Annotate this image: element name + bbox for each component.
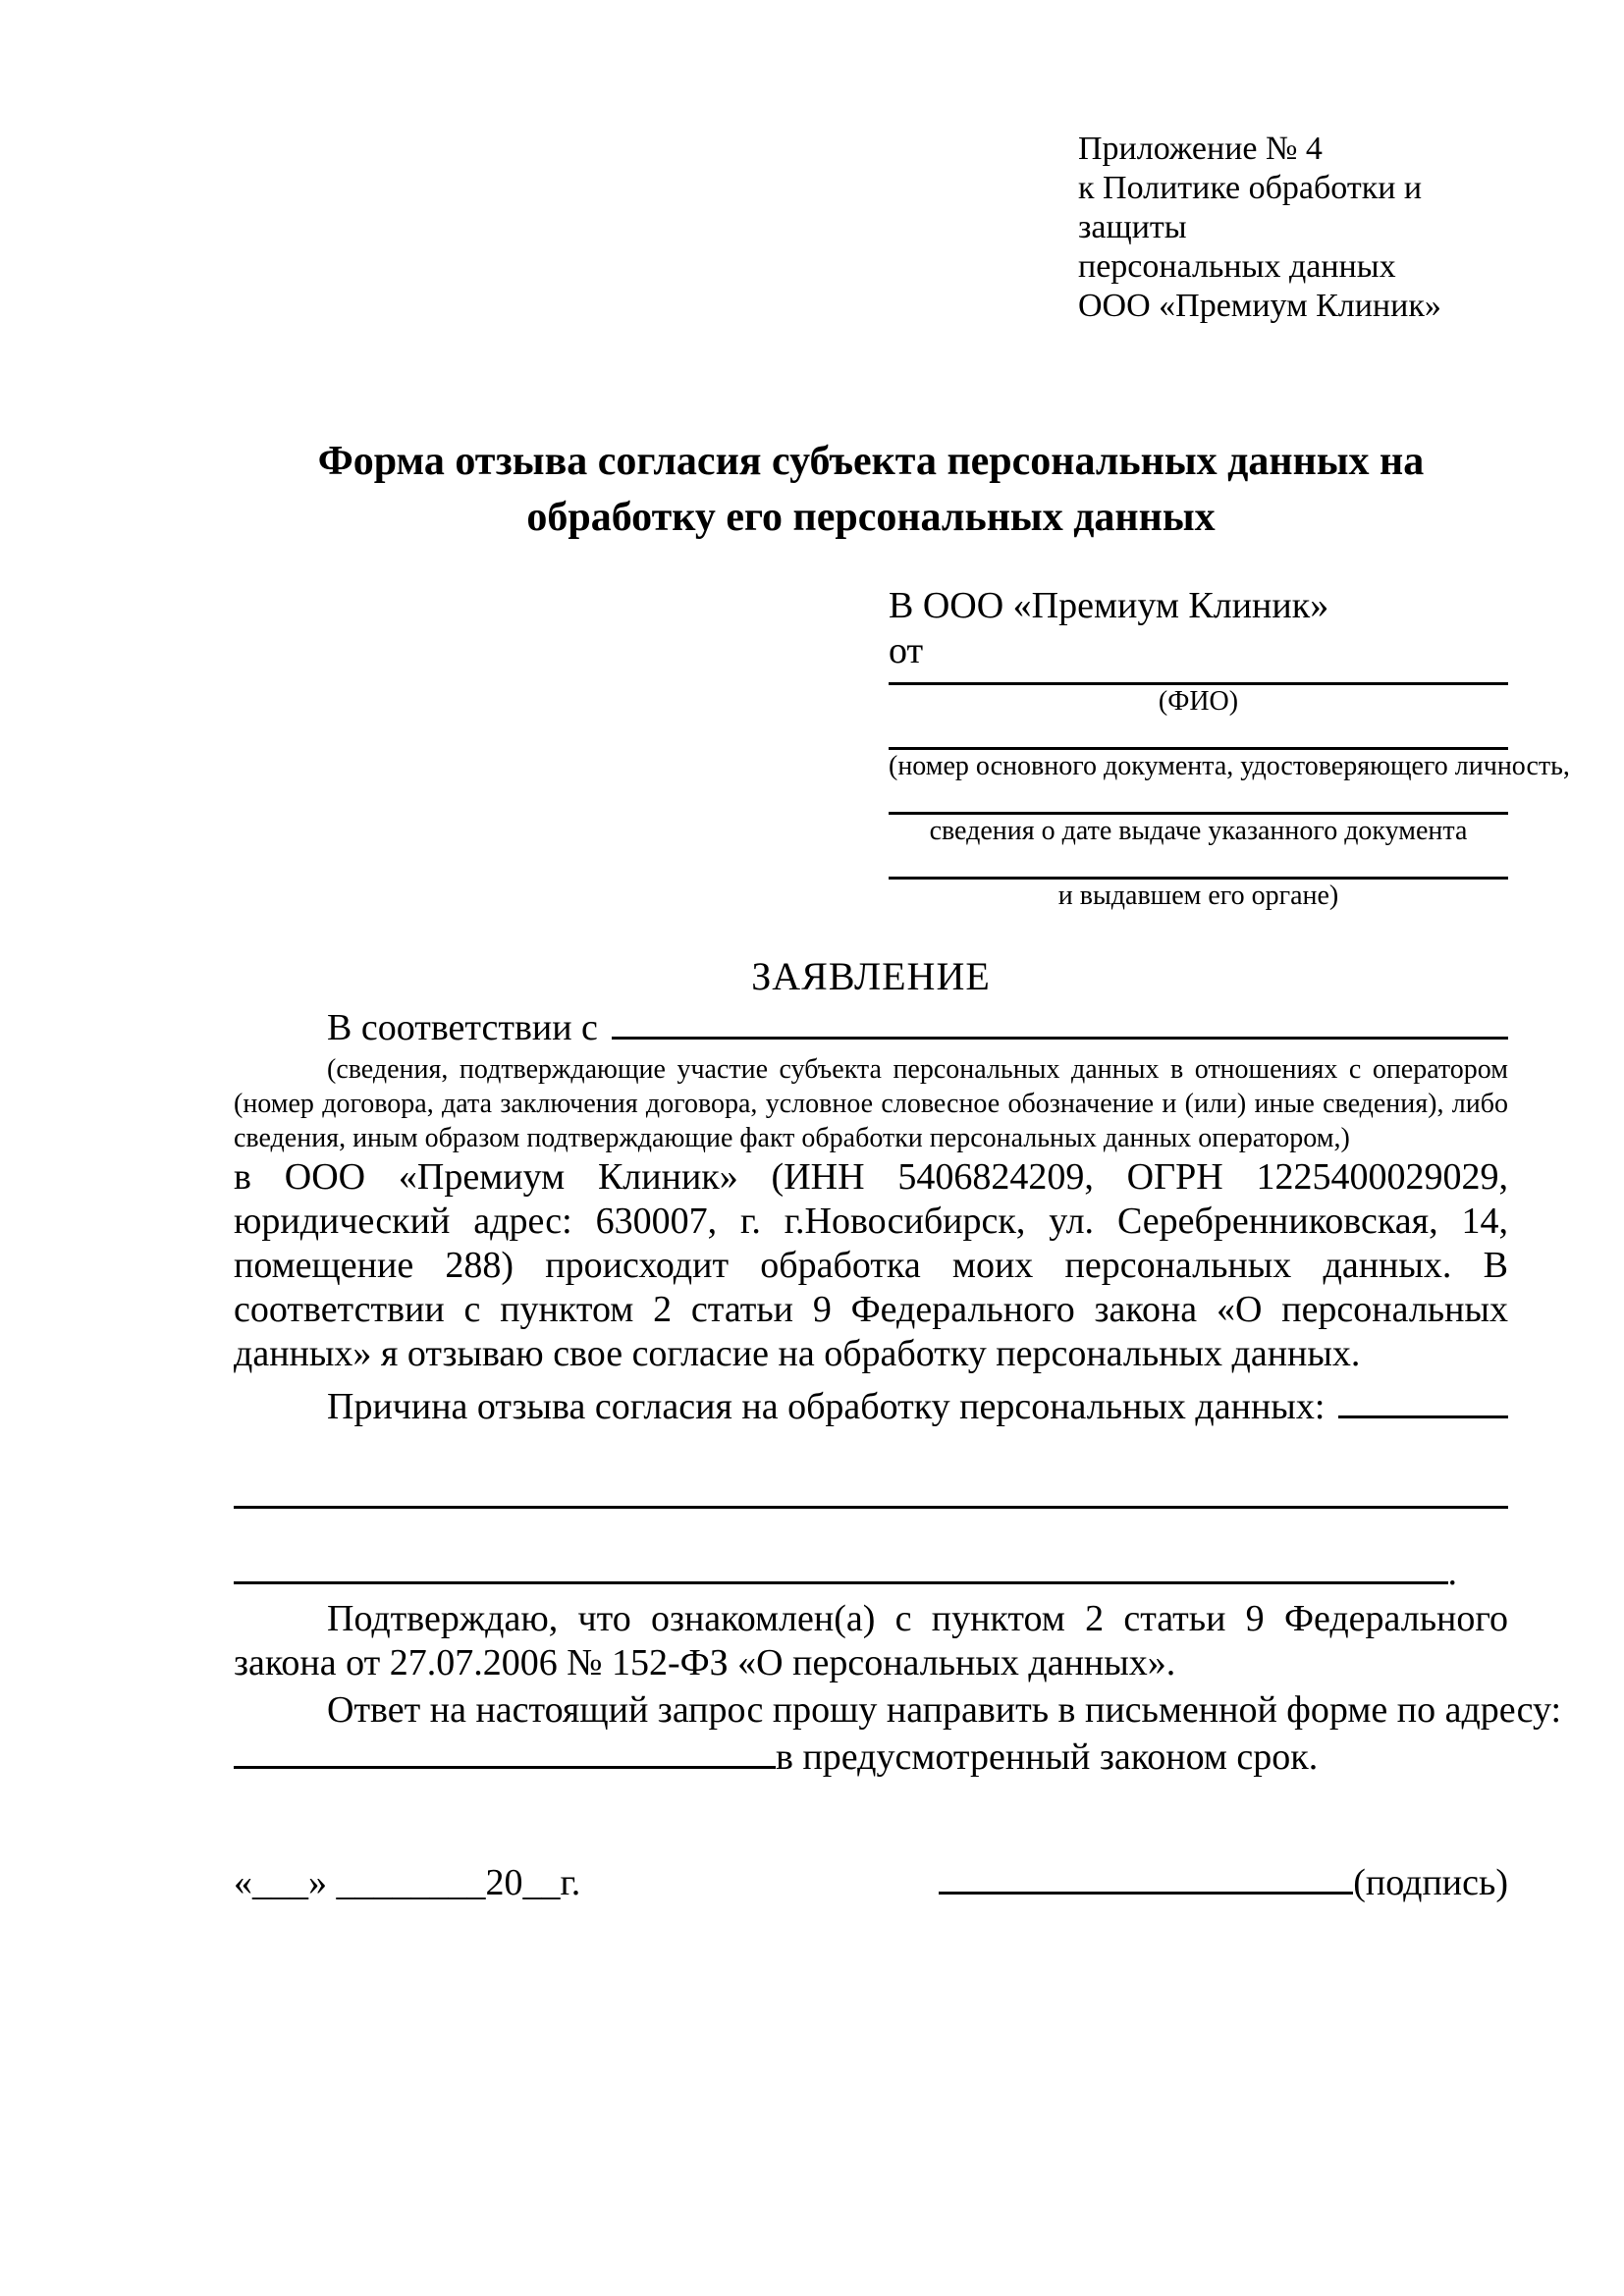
- reason-continuation-blank-row: [234, 1472, 1508, 1509]
- reply-address-blank-line: [234, 1733, 776, 1769]
- appendix-line: к Политике обработки и защиты: [1078, 170, 1423, 245]
- fio-caption: (ФИО): [1158, 686, 1239, 717]
- appendix-line: персональных данных: [1078, 248, 1396, 285]
- document-number-field: [889, 738, 1570, 783]
- intro-line: [234, 1003, 1508, 1050]
- recipient-line: В ООО «Премиум Клиник»: [889, 585, 1329, 626]
- from-label: от: [889, 630, 924, 671]
- document-content: [234, 0, 1570, 1905]
- reason-tail-period: .: [1447, 1552, 1457, 1593]
- reason-final-blank-row: [234, 1548, 1508, 1595]
- date-line: «___» ________20__г.: [234, 1862, 581, 1903]
- appendix-line: ООО «Премиум Клиник»: [1078, 288, 1441, 324]
- confirmation-paragraph: Подтверждаю, что ознакомлен(а) с пунктом 2 статьи 9 Федерального закона от 27.07.2006 № 152-ФЗ «О персональных данных».: [234, 1598, 1508, 1683]
- issue-date-field: [889, 803, 1508, 848]
- reply-request-line: Ответ на настоящий запрос прошу направить в письменной форме по адресу:: [327, 1689, 1562, 1731]
- issue-date-blank-line: [889, 803, 1508, 815]
- addressee-block: [889, 583, 1570, 913]
- fine-print-note: (сведения, подтверждающие участие субъекта персональных данных в отношениях с оператором (номер договора, дата заключения договора, условное словесное обозначение и (или) иные сведения), либо сведения, иным образом подтверждающие факт обработки персональных данных оператором,): [234, 1054, 1508, 1153]
- body-paragraph: в ООО «Премиум Клиник» (ИНН 5406824209, ОГРН 1225400029029, юридический адрес: 630007, г. г.Новосибирск, ул. Серебренниковская, 14, помещение 288) происходит обработка моих персональных данных. В соответствии с пунктом 2 статьи 9 Федерального закона «О персональных данных» я отзываю свое согласие на обработку персональных данных.: [234, 1156, 1508, 1374]
- reason-label: Причина отзыва согласия на обработку персональных данных:: [327, 1386, 1326, 1427]
- signature-blank-line: [939, 1858, 1353, 1895]
- document-title: Форма отзыва согласия субъекта персональных данных на обработку его персональных данных: [317, 439, 1425, 540]
- reason-blank-line: [1338, 1382, 1508, 1418]
- date-signature-row: [234, 1858, 1508, 1905]
- document-number-blank-line: [889, 738, 1508, 750]
- reply-address-row: [234, 1733, 1508, 1780]
- reason-final-blank-line: [234, 1548, 1448, 1584]
- fio-field: [889, 673, 1508, 719]
- appendix-line: Приложение № 4: [1078, 131, 1323, 167]
- signature-caption: (подпись): [1353, 1862, 1508, 1903]
- fio-blank-line: [889, 673, 1508, 685]
- issue-date-caption: сведения о дате выдаче указанного документа: [929, 816, 1468, 846]
- intro-prefix: В соответствии с: [327, 1007, 598, 1048]
- issuing-authority-field: [889, 868, 1508, 913]
- statement-heading: ЗАЯВЛЕНИЕ: [751, 954, 991, 998]
- intro-blank-line: [612, 1003, 1508, 1040]
- reply-suffix: в предусмотренный законом срок.: [776, 1736, 1319, 1778]
- document-number-caption: (номер основного документа, удостоверяющего личность,: [889, 751, 1570, 781]
- reason-continuation-blank-line: [234, 1472, 1508, 1509]
- signature-group: [939, 1858, 1508, 1905]
- reason-line: [234, 1382, 1508, 1429]
- issuing-authority-caption: и выдавшем его органе): [1057, 881, 1339, 911]
- issuing-authority-blank-line: [889, 868, 1508, 880]
- appendix-note: [1078, 130, 1508, 326]
